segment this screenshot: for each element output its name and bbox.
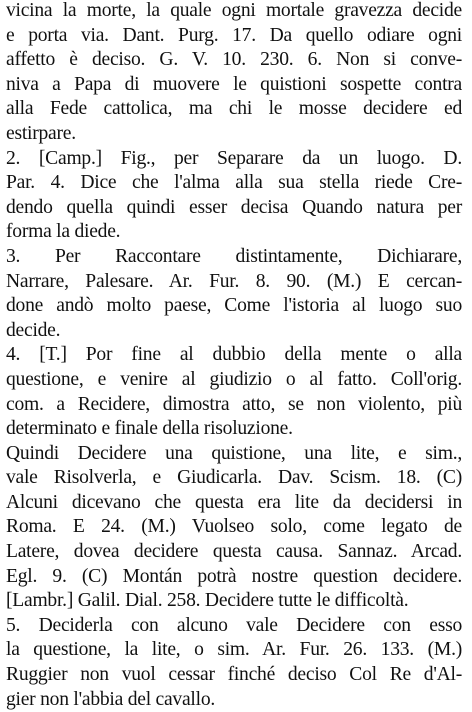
text-line-23: Latere, dovea decidere questa causa. Sannaz. Arcad.	[6, 541, 462, 563]
text-line-3: affetto è deciso. G. V. 10. 230. 6. Non si conve-	[6, 49, 462, 71]
text-line-9: dendo quella quindi esser decisa Quando natura per	[6, 196, 462, 218]
text-line-18: determinato e finale della risoluzione.	[6, 418, 293, 440]
text-line-14: decide.	[6, 319, 61, 341]
text-line-27: la questione, la lite, o sim. Ar. Fur. 26. 133. (M.)	[6, 639, 462, 661]
sense-2-heading: 2. [Camp.] Fig., per Separare da un luogo. D.	[6, 147, 462, 169]
text-line-1: vicina la morte, la quale ogni mortale gravezza decide	[6, 0, 462, 21]
text-line-4: niva a Papa di muovere le quistioni sospette contra	[6, 73, 462, 95]
text-line-10: forma la diede.	[6, 221, 121, 243]
text-line-19: Quindi Decidere una quistione, una lite, e sim.,	[6, 442, 462, 464]
text-line-6: estirpare.	[6, 122, 76, 144]
text-line-24: Egl. 9. (C) Montán potrà nostre question decidere.	[6, 565, 462, 587]
text-line-21: Alcuni dicevano che questa era lite da decidersi in	[6, 491, 462, 513]
text-line-16: questione, e venire al giudizio o al fatto. Coll'orig.	[6, 368, 462, 390]
text-line-12: Narrare, Palesare. Ar. Fur. 8. 90. (M.) E cercan-	[6, 270, 462, 292]
text-line-25: [Lambr.] Galil. Dial. 258. Decidere tutte le difficoltà.	[6, 590, 409, 612]
text-line-8: Par. 4. Dice che l'alma alla sua stella riede Cre-	[6, 172, 462, 194]
text-line-13: done andò molto paese, Come l'istoria al luogo suo	[6, 295, 462, 317]
text-line-22: Roma. E 24. (M.) Vuolseo solo, come legato de	[6, 516, 462, 538]
sense-4-heading: 4. [T.] Por fine al dubbio della mente o alla	[6, 344, 462, 366]
text-line-28: Ruggier non vuol cessar finché deciso Col Re d'Al-	[6, 664, 462, 686]
text-line-29: gier non l'abbia del cavallo.	[6, 688, 216, 710]
text-line-17: com. a Recidere, dimostra atto, se non violento, più	[6, 393, 462, 415]
text-line-2: e porta via. Dant. Purg. 17. Da quello odiare ogni	[6, 24, 462, 46]
sense-5-heading: 5. Deciderla con alcuno vale Decidere con esso	[6, 614, 462, 636]
sense-3-heading: 3. Per Raccontare distintamente, Dichiarare,	[6, 245, 462, 267]
text-line-5: alla Fede cattolica, ma chi le mosse decidere ed	[6, 98, 462, 120]
text-line-20: vale Risolverla, e Giudicarla. Dav. Scism. 18. (C)	[6, 467, 462, 489]
